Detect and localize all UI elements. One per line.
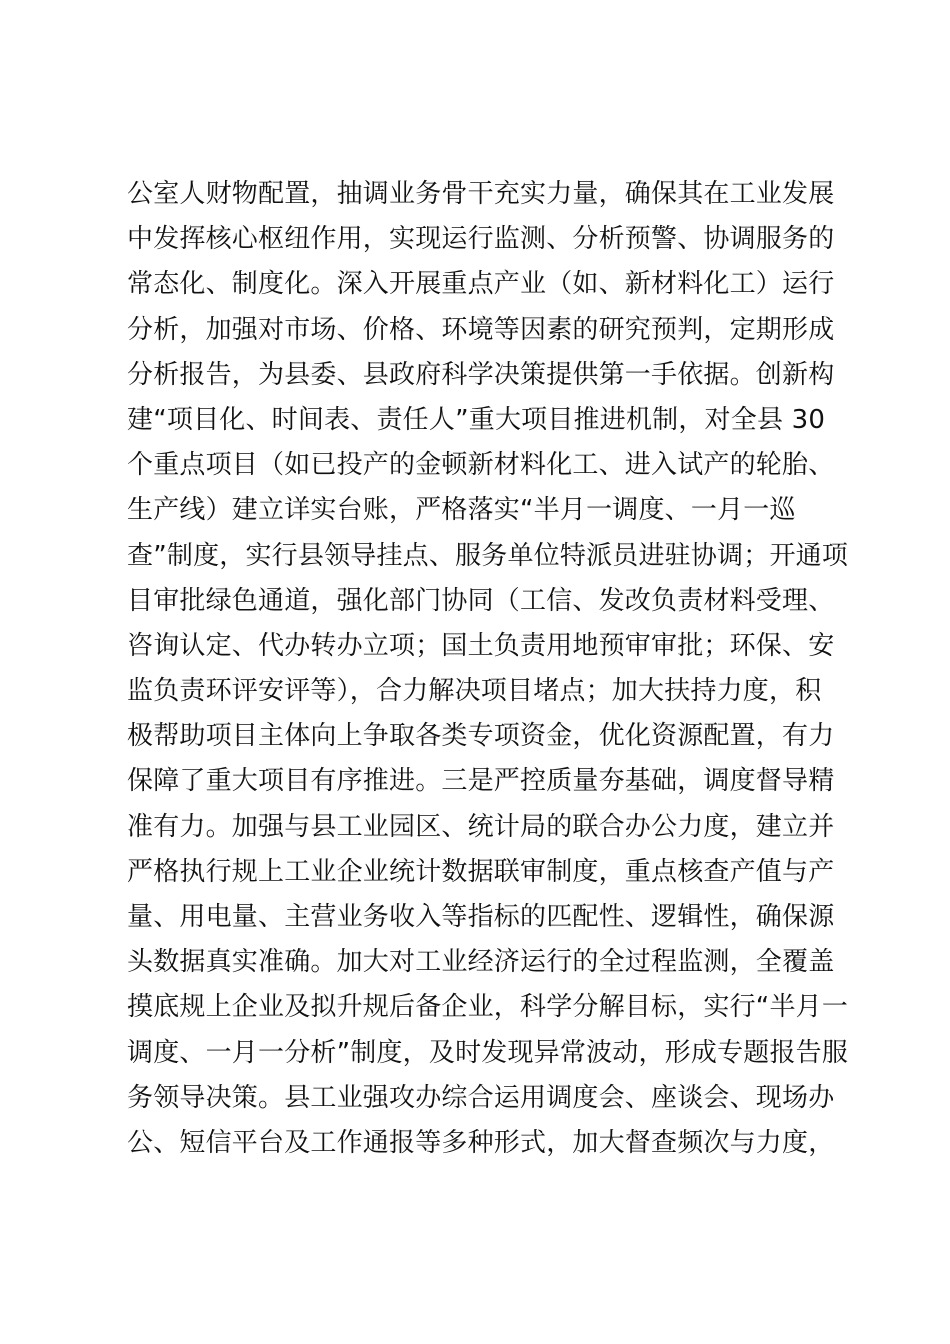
body-paragraph — [127, 172, 847, 1166]
text-line: 量、用电量、主营业务收入等指标的匹配性、逻辑性，确保源 — [127, 902, 835, 932]
text-line: 咨询认定、代办转办立项；国土负责用地预审审批；环保、安 — [127, 630, 835, 661]
text-line: 生产线）建立详实台账，严格落实“半月一调度、一月一巡 — [127, 495, 796, 526]
text-line: 查”制度，实行县领导挂点、服务单位特派员进驻协调；开通项 — [127, 540, 849, 571]
text-line: 头数据真实准确。加大对工业经济运行的全过程监测，全覆盖 — [127, 947, 835, 978]
text-line: 调度、一月一分析”制度，及时发现异常波动，形成专题报告服 — [127, 1037, 849, 1068]
text-line: 中发挥核心枢纽作用，实现运行监测、分析预警、协调服务的 — [127, 224, 835, 255]
text-line: 极帮助项目主体向上争取各类专项资金，优化资源配置，有力 — [127, 721, 835, 752]
text-line: 分析，加强对市场、价格、环境等因素的研究预判，定期形成 — [127, 314, 835, 345]
text-line: 目审批绿色通道，强化部门协同（工信、发改负责材料受理、 — [127, 585, 835, 616]
text-line: 摸底规上企业及拟升规后备企业，科学分解目标，实行“半月一 — [127, 992, 849, 1023]
text-line: 常态化、制度化。深入开展重点产业（如、新材料化工）运行 — [127, 269, 835, 300]
text-line: 严格执行规上工业企业统计数据联审制度，重点核查产值与产 — [127, 856, 835, 887]
text-line: 准有力。加强与县工业园区、统计局的联合办公力度，建立并 — [127, 811, 835, 842]
text-line: 建“项目化、时间表、责任人”重大项目推进机制，对全县 30 — [127, 404, 826, 435]
text-line: 保障了重大项目有序推进。三是严控质量夯基础，调度督导精 — [127, 766, 835, 797]
text-line: 公室人财物配置，抽调业务骨干充实力量，确保其在工业发展 — [127, 179, 835, 209]
text-line: 公、短信平台及工作通报等多种形式，加大督查频次与力度， — [127, 1127, 835, 1158]
text-line: 监负责环评安评等），合力解决项目堵点；加大扶持力度，积 — [127, 676, 822, 707]
text-line: 务领导决策。县工业强攻办综合运用调度会、座谈会、现场办 — [127, 1082, 835, 1113]
text-line: 分析报告，为县委、县政府科学决策提供第一手依据。创新构 — [127, 359, 835, 390]
text-line: 个重点项目（如已投产的金顿新材料化工、进入试产的轮胎、 — [127, 450, 835, 481]
